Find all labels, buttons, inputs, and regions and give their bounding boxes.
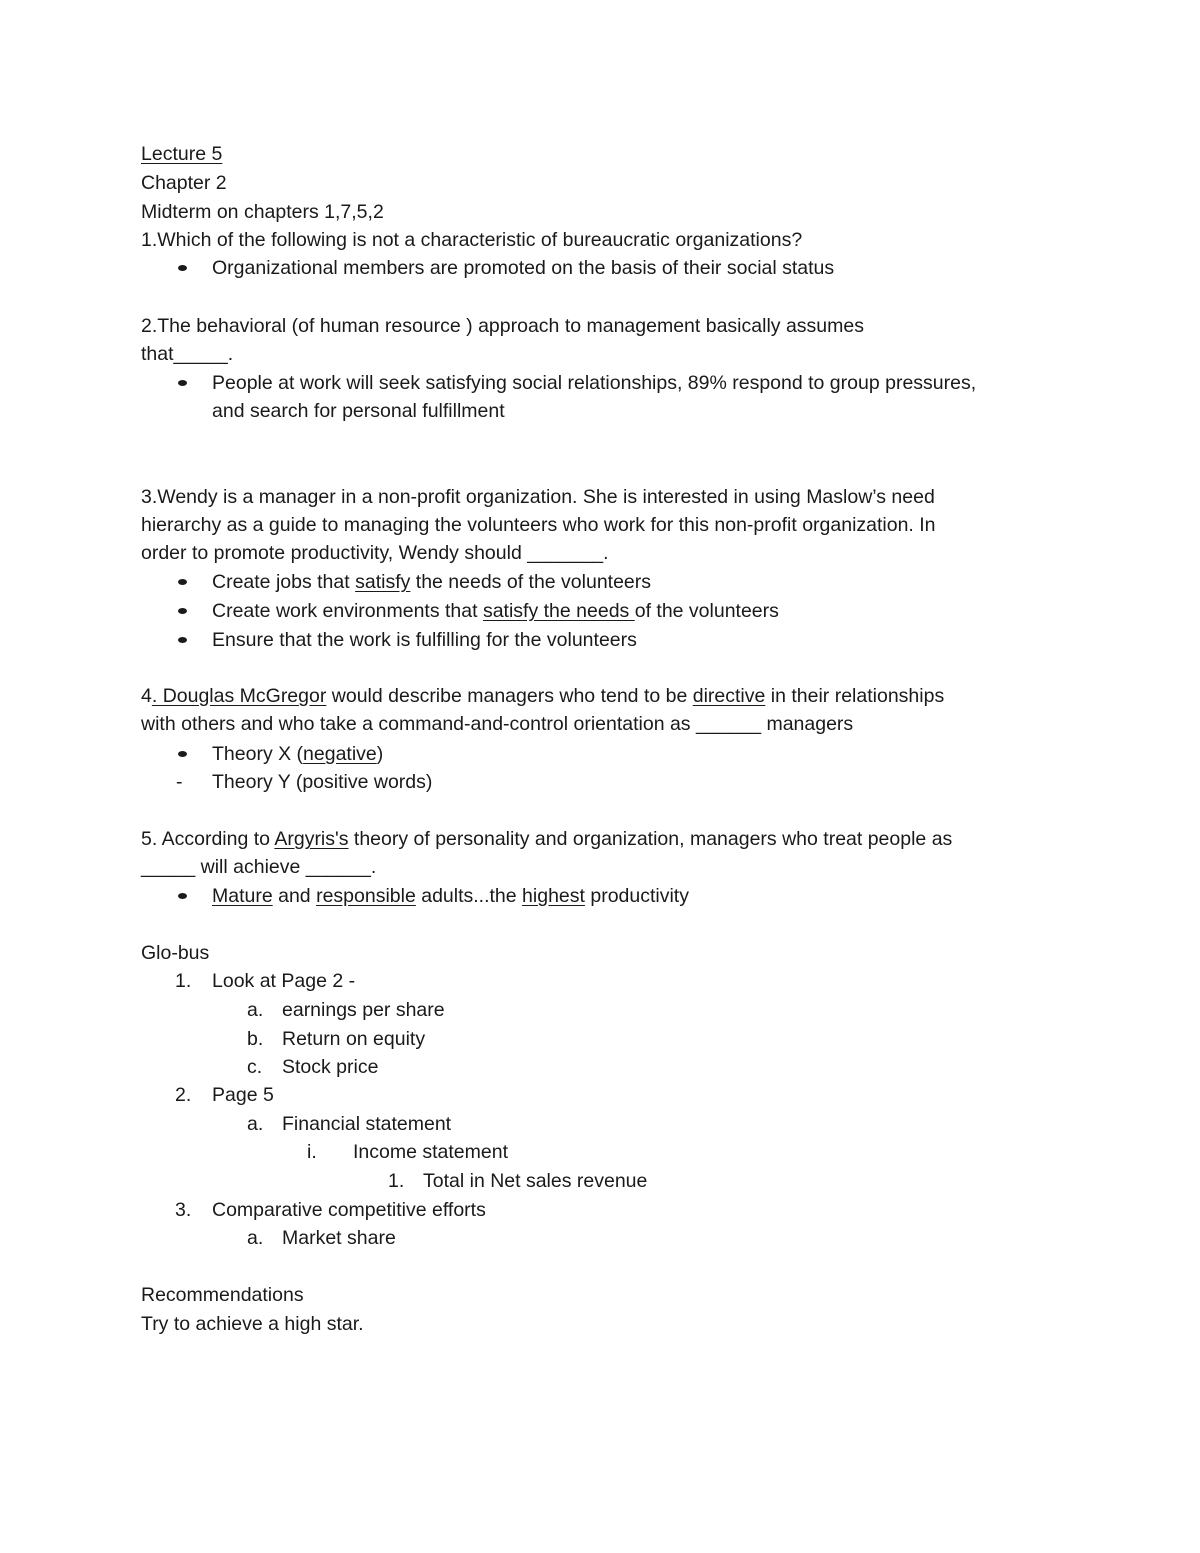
list-item: Comparative competitive efforts [212, 1199, 486, 1221]
question-2-line-1: 2.The behavioral (of human resource ) approach to management basically assumes [141, 315, 864, 337]
dash-marker: - [176, 771, 183, 793]
bullet-icon [178, 579, 187, 585]
question-1: 1.Which of the following is not a characteristic of bureaucratic organizations? [141, 229, 803, 251]
bullet-icon [178, 380, 187, 386]
list-marker: 2. [175, 1084, 192, 1106]
answer-4a: Theory X (negative) [212, 743, 384, 765]
list-marker: a. [247, 1113, 264, 1135]
list-marker: i. [307, 1141, 317, 1163]
answer-3b: Create work environments that satisfy the needs of the volunteers [212, 600, 779, 622]
question-3-line-1: 3.Wendy is a manager in a non-profit organization. She is interested in using Maslow’s need [141, 486, 935, 508]
globus-heading: Glo-bus [141, 942, 210, 964]
question-3-line-2: hierarchy as a guide to managing the volunteers who work for this non-profit organization. In [141, 514, 936, 536]
list-item: Income statement [353, 1141, 508, 1163]
list-item: Page 5 [212, 1084, 274, 1106]
question-4-line-1: 4. Douglas McGregor would describe managers who tend to be directive in their relationships [141, 685, 945, 707]
question-5-line-2: _____ will achieve ______. [141, 856, 377, 878]
list-marker: a. [247, 1227, 264, 1249]
answer-3c: Ensure that the work is fulfilling for the volunteers [212, 629, 637, 651]
answer-1: Organizational members are promoted on the basis of their social status [212, 257, 835, 279]
answer-5: Mature and responsible adults...the highest productivity [212, 885, 689, 907]
list-item: Financial statement [282, 1113, 452, 1135]
list-marker: 3. [175, 1199, 192, 1221]
bullet-icon [178, 265, 187, 271]
bullet-icon [178, 751, 187, 757]
chapter-heading: Chapter 2 [141, 172, 227, 194]
list-item: Stock price [282, 1056, 379, 1078]
lecture-title: Lecture 5 [141, 143, 223, 165]
midterm-note: Midterm on chapters 1,7,5,2 [141, 201, 384, 223]
list-marker: a. [247, 999, 264, 1021]
bullet-icon [178, 893, 187, 899]
question-2-line-2: that_____. [141, 343, 234, 365]
list-marker: 1. [388, 1170, 405, 1192]
list-item: Return on equity [282, 1028, 426, 1050]
question-5-line-1: 5. According to Argyris's theory of personality and organization, managers who treat people as [141, 828, 953, 850]
list-marker: 1. [175, 970, 192, 992]
answer-2-line-1: People at work will seek satisfying social relationships, 89% respond to group pressures, [212, 372, 977, 394]
list-item: Look at Page 2 - [212, 970, 356, 992]
list-item: Total in Net sales revenue [423, 1170, 648, 1192]
list-marker: c. [247, 1056, 263, 1078]
list-marker: b. [247, 1028, 264, 1050]
answer-3a: Create jobs that satisfy the needs of the volunteers [212, 571, 652, 593]
list-item: Market share [282, 1227, 396, 1249]
bullet-icon [178, 637, 187, 643]
bullet-icon [178, 608, 187, 614]
answer-2-line-2: and search for personal fulfillment [212, 400, 505, 422]
question-3-line-3: order to promote productivity, Wendy should _______. [141, 542, 609, 564]
list-item: earnings per share [282, 999, 445, 1021]
question-4-line-2: with others and who take a command-and-control orientation as ______ managers [141, 713, 854, 735]
recommendations-heading: Recommendations [141, 1284, 304, 1306]
recommendations-text: Try to achieve a high star. [141, 1313, 364, 1335]
answer-4b: Theory Y (positive words) [212, 771, 433, 793]
